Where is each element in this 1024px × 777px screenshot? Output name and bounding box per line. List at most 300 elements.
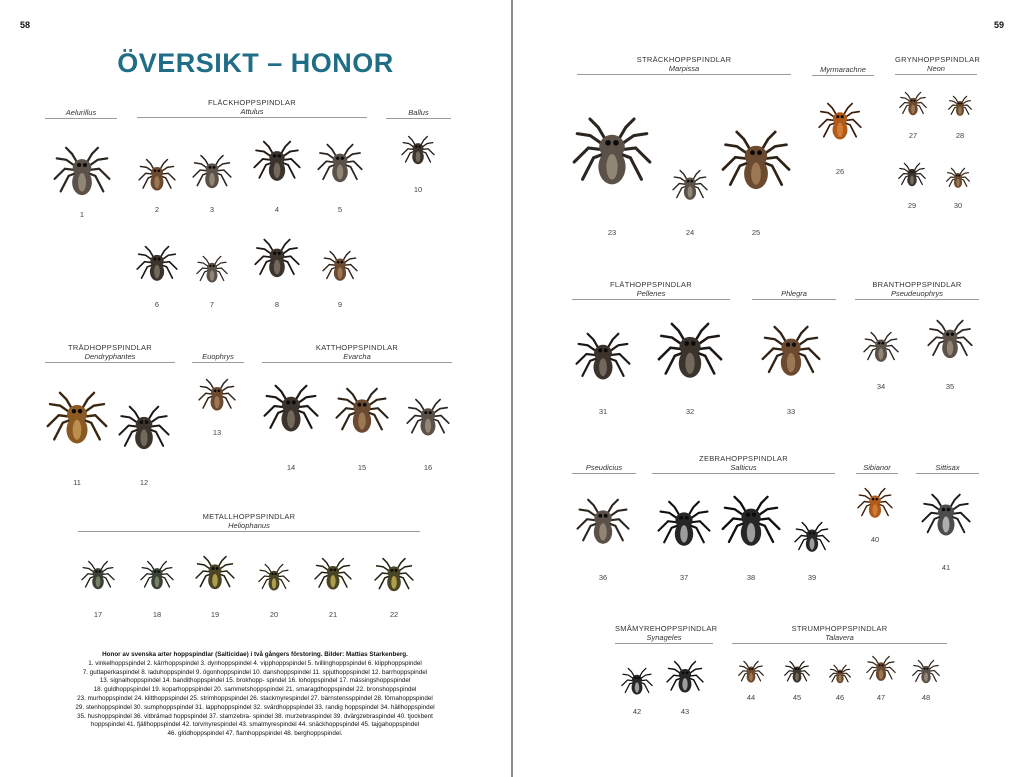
spider-eye: [77, 163, 81, 167]
specimen-18: [140, 561, 174, 595]
caption-line: 1. vinkelhoppspindel 2. kärrhoppspindel 3. dynhoppspindel 4. vipphoppspindel 5. tvillinghoppspindel 6. klipphoppspindel: [88, 659, 422, 667]
specimen-6: [136, 246, 178, 288]
specimen-45-drawing: [784, 661, 810, 687]
spider-abdomen-marking: [337, 165, 343, 180]
specimen-8: [254, 239, 300, 285]
spider-abdomen-marking: [956, 179, 959, 187]
spider-abdomen-marking: [214, 396, 219, 408]
specimen-number: 46: [835, 693, 845, 702]
spider-eye: [912, 171, 914, 173]
specimen-12: [118, 406, 170, 458]
spider-abdomen-marking: [154, 176, 159, 188]
specimen-32-drawing: [657, 323, 723, 389]
spider-eye: [419, 145, 421, 147]
spider-abdomen-marking: [879, 670, 883, 680]
specimen-37-drawing: [657, 501, 711, 555]
spider-abdomen-marking: [274, 163, 281, 178]
specimen-48: [912, 660, 940, 688]
group-name: SMÅMYREHOPPSPINDLAR: [615, 624, 718, 633]
specimen-number: 20: [269, 610, 279, 619]
specimen-number: 25: [751, 228, 761, 237]
group-name: FLÄCKHOPPSPINDLAR: [207, 98, 297, 107]
spider-abdomen-marking: [872, 504, 877, 516]
specimen-number: 34: [876, 382, 886, 391]
caption-line: 29. stenhoppspindel 30. sumphoppspindel 31. lapphoppspindel 32. svärdhoppspindel 33. randig hoppspindel 34. hällhoppspindel: [75, 703, 435, 711]
specimen-37: [657, 501, 711, 555]
group-sibianor: [856, 463, 898, 474]
spider-eye: [216, 567, 219, 570]
specimen-number: 2: [154, 205, 160, 214]
spider-abdomen-marking: [140, 429, 147, 446]
spider-eye: [634, 677, 636, 679]
specimen-14-drawing: [263, 385, 319, 441]
spider-eye: [154, 169, 157, 172]
specimen-36: [576, 499, 630, 553]
specimen-4-drawing: [253, 141, 301, 189]
group-ballus: [386, 108, 451, 119]
spider-eye: [336, 157, 339, 160]
caption-line: 46. glödhoppspindel 47. flamhoppspindel 48. berghoppspindel.: [167, 730, 343, 738]
spider-eye: [792, 343, 796, 347]
specimen-7: [196, 256, 228, 288]
genus-label: Synageles: [646, 633, 682, 642]
specimen-20-drawing: [258, 564, 290, 596]
spider-abdomen-marking: [749, 673, 753, 681]
specimen-31-drawing: [575, 333, 631, 389]
specimen-32: [657, 323, 723, 389]
spider-eye: [605, 140, 611, 146]
group-name: KATTHOPPSPINDLAR: [315, 343, 399, 352]
caption-line: hoppspindel 41. fjällhoppspindel 42. torvmyrespindel 43. smalmyrespindel 44. snäckhoppspindel 45. tajgahoppspindel: [90, 721, 420, 729]
genus-label: Attulus: [240, 107, 264, 116]
spider-eye: [274, 573, 276, 575]
page-title: ÖVERSIKT – HONOR: [117, 48, 394, 78]
specimen-6-drawing: [136, 246, 178, 288]
specimen-number: 31: [598, 407, 608, 416]
specimen-33-drawing: [761, 326, 821, 386]
caption-line: 35. hushoppspindel 36. vitbrämad hoppspindel 37. stamzebra- spindel 38. murzebraspindel 39. dvärgzebraspindel 40. tjockbent: [77, 712, 433, 720]
specimen-number: 21: [328, 610, 338, 619]
group-phlegra: [752, 289, 836, 300]
specimen-number: 4: [274, 205, 280, 214]
specimen-33: [761, 326, 821, 386]
spider-eye: [212, 265, 214, 267]
caption-line: 23. murhoppspindel 24. klitthoppspindel 25. strimhoppspindel 26. stackmyrespindel 27. bärnstenssppindel 28. förnahoppspindel: [77, 694, 433, 702]
specimen-17-drawing: [81, 561, 115, 595]
specimen-19-drawing: [195, 556, 235, 596]
spider-eye: [598, 348, 602, 352]
spider-eye: [72, 409, 76, 413]
spider-eye: [613, 140, 619, 146]
specimen-number: 15: [357, 463, 367, 472]
specimen-39: [794, 522, 830, 558]
specimen-number: 19: [210, 610, 220, 619]
specimen-number: 39: [807, 573, 817, 582]
specimen-40-drawing: [857, 488, 893, 524]
spider-eye: [958, 102, 960, 104]
spider-eye: [876, 498, 879, 501]
spider-eye: [924, 668, 926, 670]
group-name: TRÄDHOPPSPINDLAR: [68, 343, 152, 352]
specimen-42: [621, 668, 653, 700]
specimen-number: 30: [953, 201, 963, 210]
genus-label: Evarcha: [343, 352, 371, 361]
specimen-15: [335, 388, 389, 442]
specimen-number: 26: [835, 167, 845, 176]
specimen-number: 35: [945, 382, 955, 391]
spider-abdomen-marking: [209, 173, 215, 186]
spider-eye: [212, 567, 215, 570]
specimen-number: 47: [876, 693, 886, 702]
specimen-number: 18: [152, 610, 162, 619]
caption-line: 18. guldhoppspindel 19. koparhoppspindel 20. sammetshoppspindel 21. smaragdhoppspindel 22. bronshoppspindel: [93, 686, 417, 694]
specimen-number: 38: [746, 573, 756, 582]
specimen-number: 33: [786, 407, 796, 416]
specimen-48-drawing: [912, 660, 940, 688]
spider-eye: [158, 258, 161, 261]
specimen-26-drawing: [818, 103, 862, 147]
spider-eye: [604, 348, 608, 352]
spider-eye: [926, 668, 928, 670]
genus-label: Ballus: [408, 108, 429, 117]
specimen-20: [258, 564, 290, 596]
specimen-39-drawing: [794, 522, 830, 558]
spider-eye: [330, 568, 333, 571]
spider-eye: [797, 668, 799, 670]
spider-eye: [341, 157, 344, 160]
specimen-29-drawing: [898, 163, 926, 191]
spider-eye: [691, 180, 694, 183]
spider-eye: [686, 671, 689, 674]
specimen-8-drawing: [254, 239, 300, 285]
specimen-21: [314, 558, 352, 596]
specimen-13-drawing: [198, 379, 236, 417]
spider-abdomen-marking: [809, 538, 814, 550]
spider-eye: [795, 668, 797, 670]
spider-eye: [947, 508, 951, 512]
spider-eye: [946, 333, 949, 336]
spider-abdomen-marking: [155, 576, 160, 587]
specimen-number: 12: [139, 478, 149, 487]
specimen-38-drawing: [721, 496, 781, 556]
specimen-2: [138, 159, 176, 197]
group-heliophanus: [78, 512, 420, 532]
spider-eye: [872, 498, 875, 501]
specimen-24: [672, 170, 708, 206]
spider-abdomen-marking: [837, 123, 843, 137]
spider-abdomen-marking: [96, 576, 101, 587]
spider-eye: [334, 568, 337, 571]
group-pellenes: [572, 280, 730, 300]
spider-eye: [687, 180, 690, 183]
spider-eye: [813, 532, 816, 535]
specimen-1-drawing: [53, 147, 111, 205]
caption-heading: Honor av svenska arter hoppspindlar (Salticidae) i två gångers förstoring. Bilder: Mattias Starkenberg.: [102, 651, 408, 658]
spider-abdomen-marking: [154, 265, 160, 278]
specimen-19: [195, 556, 235, 596]
specimen-number: 45: [792, 693, 802, 702]
group-talavera: [732, 624, 947, 644]
spider-eye: [95, 570, 97, 572]
specimen-43-drawing: [666, 661, 704, 699]
page-number-right: 59: [993, 20, 1004, 30]
specimen-17: [81, 561, 115, 595]
spider-eye: [786, 343, 790, 347]
specimen-27: [899, 92, 927, 120]
spider-eye: [391, 569, 394, 572]
spider-abdomen-marking: [337, 267, 342, 279]
spider-eye: [273, 154, 276, 157]
genus-label: Phlegra: [781, 289, 807, 298]
group-name: STRÄCKHOPPSPINDLAR: [636, 55, 732, 64]
specimen-number: 8: [274, 300, 280, 309]
specimen-number: 11: [73, 478, 81, 487]
specimen-47: [866, 656, 896, 686]
spider-eye: [750, 150, 755, 155]
specimen-number: 23: [607, 228, 617, 237]
specimen-1: [53, 147, 111, 205]
spider-eye: [682, 671, 685, 674]
group-name: BRANTHOPPSPINDLAR: [872, 280, 962, 289]
spider-eye: [341, 261, 344, 264]
spider-eye: [882, 342, 885, 345]
specimen-number: 44: [746, 693, 756, 702]
spider-abdomen-marking: [287, 410, 295, 428]
spider-eye: [679, 516, 683, 520]
specimen-30-drawing: [946, 168, 970, 192]
spider-abdomen-marking: [272, 578, 276, 588]
spider-abdomen-marking: [924, 673, 928, 682]
spider-eye: [958, 174, 960, 176]
specimen-25: [721, 131, 791, 201]
spider-abdomen-marking: [878, 348, 883, 360]
spider-abdomen-marking: [391, 576, 397, 589]
spider-eye: [840, 671, 842, 673]
specimen-3: [192, 155, 232, 195]
spider-abdomen-marking: [911, 105, 915, 114]
spider-eye: [99, 570, 101, 572]
spider-eye: [911, 100, 913, 102]
specimen-11: [46, 392, 108, 454]
specimen-number: 17: [93, 610, 103, 619]
spider-eye: [841, 115, 844, 118]
genus-label: Dendryphantes: [84, 352, 136, 361]
spider-abdomen-marking: [274, 260, 280, 275]
spider-eye: [273, 252, 276, 255]
spider-eye: [878, 342, 881, 345]
spider-eye: [292, 400, 296, 404]
spider-eye: [154, 570, 156, 572]
specimen-16: [406, 399, 450, 443]
group-pseudicius: [572, 463, 636, 474]
specimen-number: 37: [679, 573, 689, 582]
genus-label: Neon: [927, 64, 945, 73]
spider-eye: [271, 573, 273, 575]
spider-eye: [218, 389, 221, 392]
specimen-7-drawing: [196, 256, 228, 288]
spider-abdomen-marking: [210, 270, 214, 280]
specimen-11-drawing: [46, 392, 108, 454]
spider-abdomen-marking: [910, 176, 914, 185]
specimen-46-drawing: [829, 665, 851, 687]
group-name: ZEBRAHOPPSPINDLAR: [699, 454, 788, 463]
specimen-41-drawing: [921, 494, 971, 544]
spider-abdomen-marking: [685, 353, 694, 374]
spider-eye: [684, 341, 689, 346]
specimen-number: 5: [337, 205, 343, 214]
group-attulus: [137, 98, 367, 118]
spider-eye: [209, 166, 212, 169]
spider-eye: [942, 508, 946, 512]
specimen-number: 13: [212, 428, 222, 437]
figure-caption: [60, 651, 450, 739]
spider-abdomen-marking: [795, 673, 799, 681]
spider-abdomen-marking: [687, 186, 692, 198]
specimen-number: 36: [598, 573, 608, 582]
specimen-14: [263, 385, 319, 441]
spider-eye: [415, 145, 417, 147]
group-neon: [895, 55, 981, 75]
spider-eye: [960, 102, 962, 104]
specimen-number: 42: [632, 707, 642, 716]
specimen-3-drawing: [192, 155, 232, 195]
spider-eye: [752, 513, 756, 517]
specimen-40: [857, 488, 893, 524]
specimen-28-drawing: [948, 96, 972, 120]
genus-label: Talavera: [825, 633, 854, 642]
spider-abdomen-marking: [599, 358, 607, 376]
specimen-13: [198, 379, 236, 417]
page-number-left: 58: [20, 20, 31, 30]
spider-eye: [637, 677, 639, 679]
genus-label: Pellenes: [636, 289, 666, 298]
caption-line: 13. signalhoppspindel 14. bandithoppspindel 15. brokhopp- spindel 16. lohoppspindel 17. mässingshoppspindel: [99, 677, 411, 685]
specimen-12-drawing: [118, 406, 170, 458]
specimen-number: 9: [337, 300, 343, 309]
specimen-23: [572, 118, 652, 198]
group-marpissa: [577, 55, 791, 75]
spider-abdomen-marking: [358, 412, 366, 429]
specimen-42-drawing: [621, 668, 653, 700]
spider-eye: [749, 668, 751, 670]
spider-eye: [913, 100, 915, 102]
specimen-9-drawing: [322, 251, 358, 287]
specimen-number: 14: [286, 463, 296, 472]
group-dendryphantes: [45, 343, 175, 363]
specimen-number: 1: [79, 210, 85, 219]
spider-eye: [357, 403, 361, 407]
spider-abdomen-marking: [958, 107, 961, 115]
spider-eye: [158, 570, 160, 572]
specimen-number: 43: [680, 707, 690, 716]
specimen-number: 28: [955, 131, 965, 140]
spider-eye: [746, 513, 750, 517]
caption-line: 7. guttaperkaspindel 8. laduhoppspindel 9. ögonhoppspindel 10. danshoppspindel 11. spjuthoppspindel 12. barrhoppspindel: [82, 668, 428, 676]
specimen-5-drawing: [317, 144, 363, 190]
specimen-34-drawing: [863, 332, 899, 368]
group-myrmarachne: [812, 65, 874, 76]
genus-label: Salticus: [730, 463, 757, 472]
spider-eye: [685, 516, 689, 520]
specimen-44-drawing: [738, 661, 764, 687]
spider-eye: [337, 261, 340, 264]
specimen-22: [374, 558, 414, 598]
specimen-35: [927, 320, 973, 366]
specimen-number: 27: [908, 131, 918, 140]
spider-abdomen-marking: [943, 517, 950, 533]
spider-eye: [757, 150, 762, 155]
specimen-10: [401, 136, 435, 170]
specimen-10-drawing: [401, 136, 435, 170]
specimen-16-drawing: [406, 399, 450, 443]
spider-eye: [214, 389, 217, 392]
specimen-number: 6: [154, 300, 160, 309]
spider-abdomen-marking: [416, 151, 421, 162]
genus-label: Pseudicius: [585, 463, 623, 472]
specimen-27-drawing: [899, 92, 927, 120]
group-name: GRYNHOPPSPINDLAR: [895, 55, 981, 64]
specimen-number: 22: [389, 610, 399, 619]
specimen-43: [666, 661, 704, 699]
group-synageles: [615, 624, 718, 644]
spider-eye: [604, 514, 608, 518]
spider-eye: [751, 668, 753, 670]
genus-label: Pseudeuophrys: [890, 289, 944, 298]
group-pseudeuophrys: [855, 280, 979, 300]
specimen-22-drawing: [374, 558, 414, 598]
spider-abdomen-marking: [751, 163, 761, 185]
specimen-26: [818, 103, 862, 147]
spider-abdomen-marking: [599, 523, 607, 540]
group-name: METALLHOPPSPINDLAR: [202, 512, 296, 521]
specimen-23-drawing: [572, 118, 652, 198]
spider-eye: [956, 174, 958, 176]
specimen-34: [863, 332, 899, 368]
spider-eye: [78, 409, 82, 413]
specimen-number: 41: [941, 563, 951, 572]
spider-eye: [836, 115, 839, 118]
genus-label: Heliophanus: [228, 521, 270, 530]
specimen-29: [898, 163, 926, 191]
group-evarcha: [262, 343, 452, 363]
spider-abdomen-marking: [330, 575, 335, 587]
specimen-18-drawing: [140, 561, 174, 595]
genus-label: Aelurillus: [65, 108, 97, 117]
spider-eye: [158, 169, 161, 172]
spider-abdomen-marking: [747, 523, 755, 542]
specimen-2-drawing: [138, 159, 176, 197]
group-name: STRUMPHOPPSPINDLAR: [791, 624, 888, 633]
spider-eye: [881, 664, 883, 666]
spider-abdomen-marking: [212, 574, 218, 587]
specimen-24-drawing: [672, 170, 708, 206]
genus-label: Marpissa: [668, 64, 700, 73]
specimen-number: 3: [209, 205, 215, 214]
specimen-36-drawing: [576, 499, 630, 553]
specimen-21-drawing: [314, 558, 352, 596]
specimen-9: [322, 251, 358, 287]
spider-eye: [278, 252, 281, 255]
spider-abdomen-marking: [73, 420, 82, 440]
spider-eye: [429, 411, 432, 414]
specimen-47-drawing: [866, 656, 896, 686]
specimen-44: [738, 661, 764, 687]
specimen-31: [575, 333, 631, 389]
spider-abdomen-marking: [838, 675, 841, 682]
specimen-46: [829, 665, 851, 687]
spider-eye: [951, 333, 954, 336]
genus-label: Myrmarachne: [820, 65, 866, 74]
